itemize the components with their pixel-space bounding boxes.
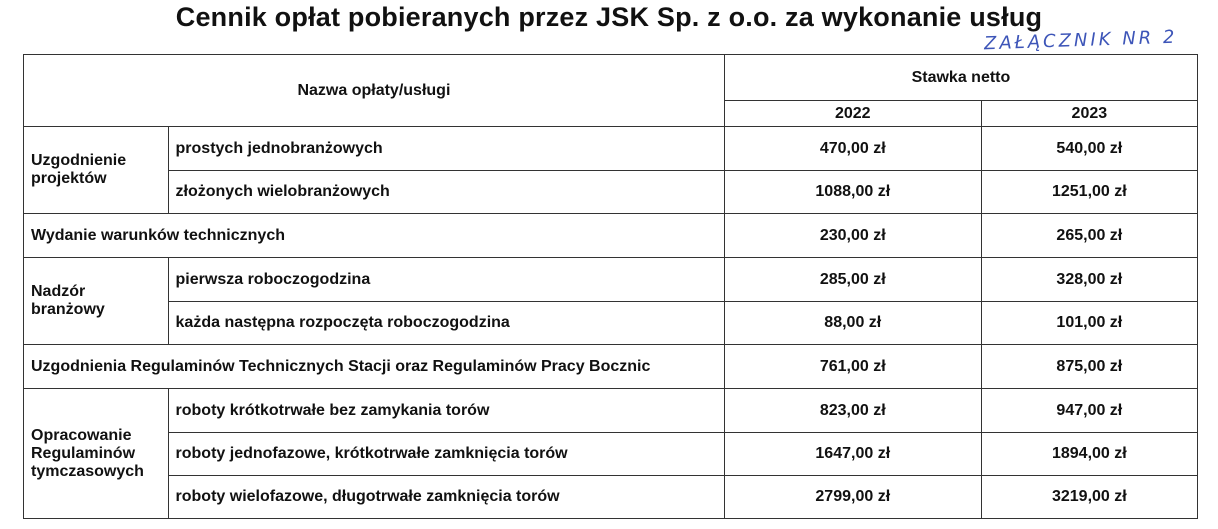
page-title: Cennik opłat pobieranych przez JSK Sp. z o.o. za wykonanie usług (175, 2, 1043, 32)
table-row (24, 214, 1198, 258)
price-2023: 265,00 zł (981, 214, 1197, 258)
handwritten-annotation: ZAŁĄCZNIK NR 2 (983, 26, 1178, 55)
header-name: Nazwa opłaty/usługi (24, 55, 725, 127)
price-2023: 101,00 zł (981, 302, 1197, 345)
price-2022: 1647,00 zł (724, 433, 981, 476)
price-2022: 470,00 zł (724, 127, 981, 171)
price-2023: 1251,00 zł (981, 171, 1197, 214)
price-2022: 285,00 zł (724, 258, 981, 302)
service-label: roboty jednofazowe, krótkotrwałe zamknięcia torów (168, 433, 724, 476)
price-2022: 761,00 zł (724, 345, 981, 389)
price-2022: 823,00 zł (724, 389, 981, 433)
group-label: Uzgodnienie projektów (24, 127, 169, 214)
header-row (24, 55, 1198, 101)
table-row (24, 476, 1198, 519)
price-2023: 947,00 zł (981, 389, 1197, 433)
group-label: Nadzór branżowy (24, 258, 169, 345)
service-label: roboty krótkotrwałe bez zamykania torów (168, 389, 724, 433)
service-label: pierwsza roboczogodzina (168, 258, 724, 302)
table-row (24, 302, 1198, 345)
table-row (24, 127, 1198, 171)
price-2023: 3219,00 zł (981, 476, 1197, 519)
header-year-2022: 2022 (724, 101, 981, 127)
price-table (23, 54, 1198, 519)
table-row (24, 389, 1198, 433)
table-row (24, 345, 1198, 389)
service-label: każda następna rozpoczęta roboczogodzina (168, 302, 724, 345)
price-2022: 1088,00 zł (724, 171, 981, 214)
price-2022: 88,00 zł (724, 302, 981, 345)
price-2023: 875,00 zł (981, 345, 1197, 389)
service-label: Uzgodnienia Regulaminów Technicznych Stacji oraz Regulaminów Pracy Bocznic (24, 345, 725, 389)
price-2023: 328,00 zł (981, 258, 1197, 302)
price-2023: 1894,00 zł (981, 433, 1197, 476)
group-label: Opracowanie Regulaminów tymczasowych (24, 389, 169, 519)
service-label: złożonych wielobranżowych (168, 171, 724, 214)
table-row (24, 433, 1198, 476)
table-row (24, 258, 1198, 302)
price-2022: 230,00 zł (724, 214, 981, 258)
table-row (24, 171, 1198, 214)
service-label: roboty wielofazowe, długotrwałe zamknięcia torów (168, 476, 724, 519)
price-2022: 2799,00 zł (724, 476, 981, 519)
header-year-2023: 2023 (981, 101, 1197, 127)
service-label: Wydanie warunków technicznych (24, 214, 725, 258)
service-label: prostych jednobranżowych (168, 127, 724, 171)
price-2023: 540,00 zł (981, 127, 1197, 171)
header-rate: Stawka netto (724, 55, 1197, 101)
